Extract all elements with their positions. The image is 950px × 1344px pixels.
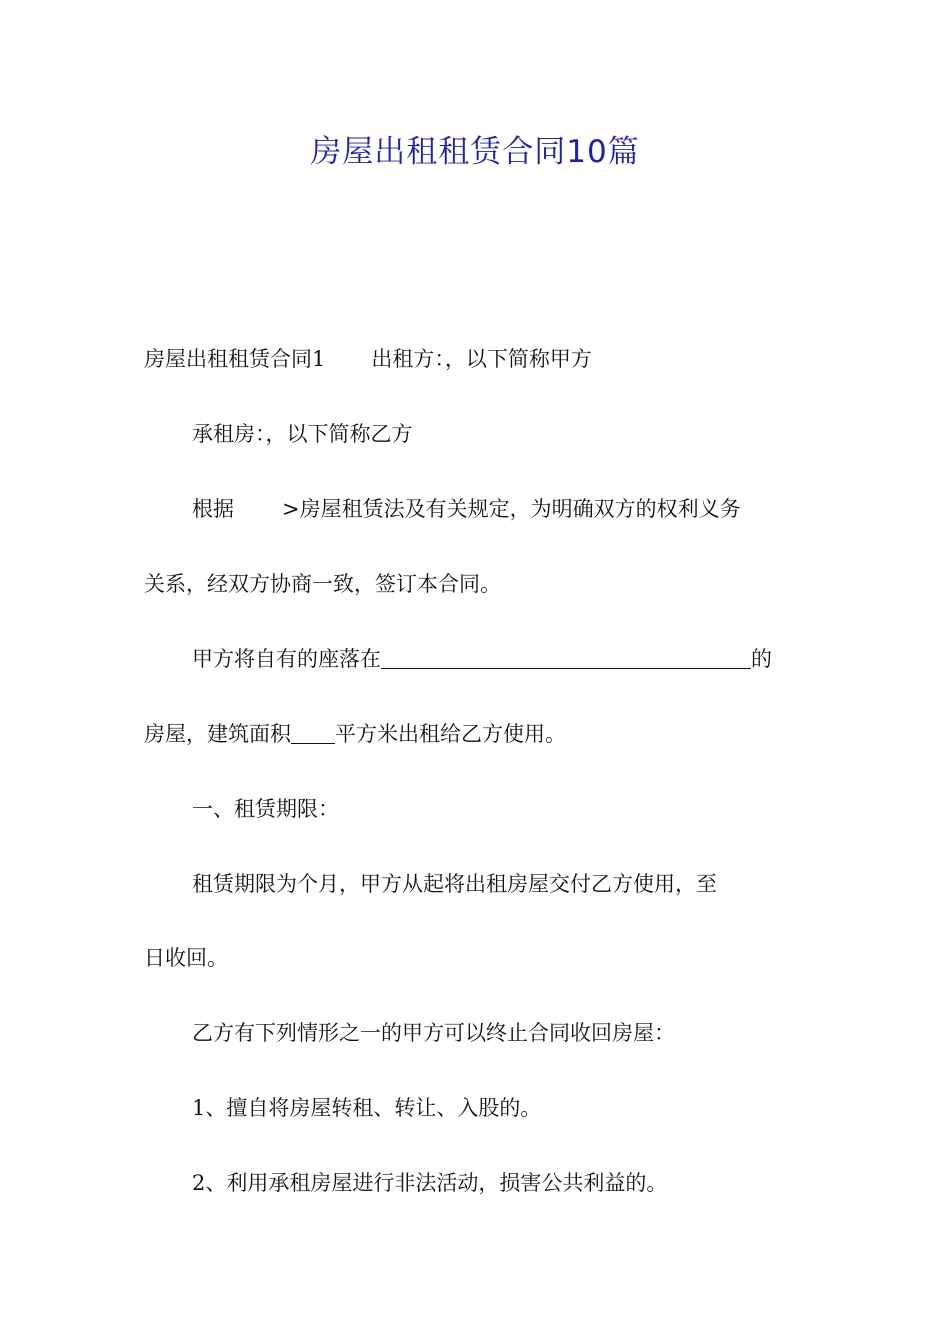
paragraph-basis bbox=[192, 494, 741, 524]
location-label: 甲方将自有的座落在 bbox=[192, 647, 381, 671]
area-label: 房屋，建筑面积 bbox=[144, 722, 291, 746]
paragraph-termination-conditions: 乙方有下列情形之一的甲方可以终止合同收回房屋： bbox=[192, 1021, 675, 1045]
paragraph-contract-1-lessor bbox=[144, 344, 592, 374]
location-blank bbox=[381, 646, 751, 669]
area-suffix: 平方米出租给乙方使用。 bbox=[335, 722, 566, 746]
area-blank bbox=[291, 721, 335, 744]
paragraph-lease-term: 租赁期限为个月，甲方从起将出租房屋交付乙方使用，至 bbox=[192, 872, 717, 896]
paragraph-property-location bbox=[192, 644, 772, 674]
paragraph-property-area bbox=[144, 719, 566, 749]
basis-text: >房屋租赁法及有关规定，为明确双方的权利义务 bbox=[282, 497, 741, 521]
location-suffix: 的 bbox=[751, 647, 772, 671]
paragraph-lessee: 承租房：，以下简称乙方 bbox=[192, 422, 413, 446]
contract-number-label: 房屋出租租赁合同1 bbox=[144, 347, 326, 371]
lessor-line: 出租方：，以下简称甲方 bbox=[371, 347, 592, 371]
document-title: 房屋出租租赁合同10篇 bbox=[310, 134, 640, 170]
section-heading-lease-term: 一、租赁期限： bbox=[192, 797, 339, 821]
paragraph-lease-term-continued: 日收回。 bbox=[144, 946, 228, 970]
list-item-2: 2、利用承租房屋进行非法活动，损害公共利益的。 bbox=[192, 1171, 668, 1195]
basis-label: 根据 bbox=[192, 497, 234, 521]
paragraph-basis-continued: 关系，经双方协商一致，签订本合同。 bbox=[144, 572, 501, 596]
list-item-1: 1、擅自将房屋转租、转让、入股的。 bbox=[192, 1096, 542, 1120]
